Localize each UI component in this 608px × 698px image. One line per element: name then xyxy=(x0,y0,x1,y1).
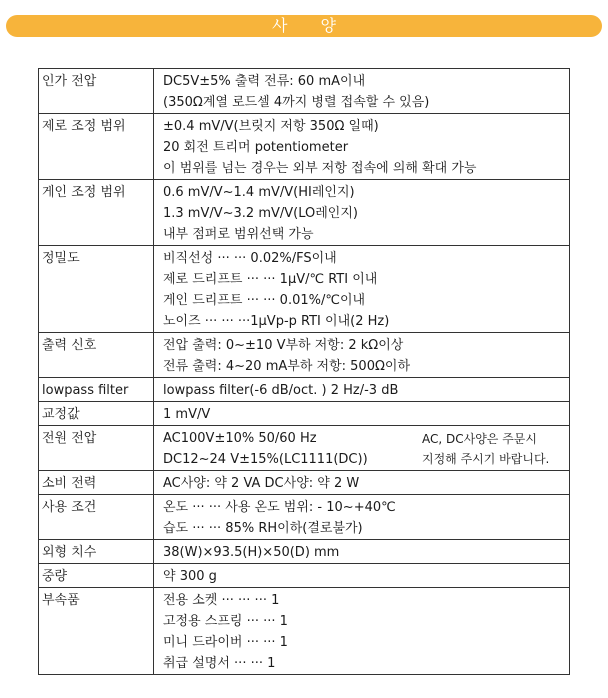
spec-value-line: 제로 드리프트 ··· ··· 1μV/℃ RTI 이내 xyxy=(163,272,378,287)
spec-value-line: lowpass filter(-6 dB/oct. ) 2 Hz/-3 dB xyxy=(163,383,399,398)
spec-table-body xyxy=(39,69,570,675)
spec-label: 게인 조정 범위 xyxy=(42,185,126,200)
spec-label: 교정값 xyxy=(42,407,80,422)
spec-label-cell xyxy=(39,114,154,180)
spec-value-line: AC100V±10% 50/60 Hz xyxy=(163,431,317,446)
spec-value-lines xyxy=(163,335,569,377)
spec-value-lines xyxy=(163,71,569,113)
spec-value-lines xyxy=(163,182,569,245)
spec-label-cell xyxy=(39,378,154,402)
spec-value-cell xyxy=(154,426,570,471)
spec-label-cell xyxy=(39,333,154,378)
spec-label-cell xyxy=(39,564,154,588)
spec-value-cell xyxy=(154,495,570,540)
spec-value-line: ±0.4 mV/V(브릿지 저항 350Ω 일때) xyxy=(163,119,379,134)
spec-value-cell xyxy=(154,402,570,426)
spec-value-line: DC5V±5% 출력 전류: 60 mA이내 xyxy=(163,74,366,89)
spec-value-line: 38(W)×93.5(H)×50(D) mm xyxy=(163,545,340,560)
spec-value-line: AC사양: 약 2 VA DC사양: 약 2 W xyxy=(163,476,360,491)
spec-label-cell xyxy=(39,426,154,471)
spec-value-line: 미니 드라이버 ··· ··· 1 xyxy=(163,635,288,650)
spec-value-line: 전압 출력: 0~±10 V부하 저항: 2 kΩ이상 xyxy=(163,338,404,353)
spec-value-cell xyxy=(154,471,570,495)
order-spec-note-line: 지정해 주시기 바랍니다. xyxy=(422,452,550,466)
spec-value-line: 1 mV/V xyxy=(163,407,211,422)
spec-row xyxy=(39,333,570,378)
spec-value-cell xyxy=(154,564,570,588)
order-spec-note-line: AC, DC사양은 주문시 xyxy=(422,432,537,446)
spec-label-cell xyxy=(39,471,154,495)
spec-value-cell xyxy=(154,588,570,675)
spec-value-lines xyxy=(163,497,569,539)
spec-value-line: 취급 설명서 ··· ··· 1 xyxy=(163,656,276,671)
spec-row xyxy=(39,378,570,402)
spec-value-cell xyxy=(154,378,570,402)
spec-label: 제로 조정 범위 xyxy=(42,119,126,134)
spec-row xyxy=(39,402,570,426)
spec-value-line: 전류 출력: 4~20 mA부하 저항: 500Ω이하 xyxy=(163,359,411,374)
spec-label-cell xyxy=(39,588,154,675)
spec-table xyxy=(38,68,570,675)
spec-row xyxy=(39,495,570,540)
spec-value-cell xyxy=(154,540,570,564)
spec-value-lines xyxy=(163,473,569,494)
spec-value-cell xyxy=(154,114,570,180)
spec-value-line: 비직선성 ··· ··· 0.02%/FS이내 xyxy=(163,251,337,266)
section-title: 사 양 xyxy=(272,16,350,35)
spec-value-line: 습도 ··· ··· 85% RH이하(결로불가) xyxy=(163,521,363,536)
spec-row xyxy=(39,426,570,471)
spec-label: 전원 전압 xyxy=(42,431,97,446)
spec-value-line: (350Ω계열 로드셀 4까지 병렬 접속할 수 있음) xyxy=(163,95,430,110)
spec-value-line: 노이즈 ··· ··· ···1μVp-p RTI 이내(2 Hz) xyxy=(163,314,390,329)
spec-value-line: 20 회전 트리머 potentiometer xyxy=(163,140,349,155)
spec-row xyxy=(39,246,570,333)
spec-value-cell xyxy=(154,180,570,246)
spec-value-line: 약 300 g xyxy=(163,569,217,584)
spec-label: 소비 전력 xyxy=(42,476,97,491)
spec-row xyxy=(39,180,570,246)
spec-value-lines xyxy=(163,116,569,179)
spec-label-cell xyxy=(39,402,154,426)
spec-value-lines xyxy=(163,380,569,401)
spec-value-lines xyxy=(163,248,569,332)
spec-value-cell xyxy=(154,69,570,114)
spec-label: lowpass filter xyxy=(42,383,129,398)
spec-label: 부속품 xyxy=(42,593,80,608)
spec-value-lines xyxy=(163,566,569,587)
spec-row xyxy=(39,69,570,114)
spec-value-lines xyxy=(163,428,569,470)
spec-value-line: 게인 드리프트 ··· ··· 0.01%/℃이내 xyxy=(163,293,366,308)
spec-label-cell xyxy=(39,246,154,333)
spec-value-cell xyxy=(154,333,570,378)
spec-label-cell xyxy=(39,180,154,246)
spec-value-lines xyxy=(163,404,569,425)
spec-label-cell xyxy=(39,495,154,540)
spec-value-line: 내부 점퍼로 범위선택 가능 xyxy=(163,227,314,242)
spec-row xyxy=(39,564,570,588)
spec-value-line: 이 범위를 넘는 경우는 외부 저항 접속에 의해 확대 가능 xyxy=(163,161,477,176)
spec-label-cell xyxy=(39,69,154,114)
spec-value-line: 전용 소켓 ··· ··· ··· 1 xyxy=(163,593,280,608)
spec-value-line: 1.3 mV/V~3.2 mV/V(LO레인지) xyxy=(163,206,358,221)
spec-label: 정밀도 xyxy=(42,251,80,266)
spec-value-cell xyxy=(154,246,570,333)
spec-row xyxy=(39,114,570,180)
section-title-banner xyxy=(6,15,602,37)
spec-value-line: 고정용 스프링 ··· ··· 1 xyxy=(163,614,288,629)
spec-label: 인가 전압 xyxy=(42,74,97,89)
spec-row xyxy=(39,540,570,564)
spec-label: 출력 신호 xyxy=(42,338,97,353)
spec-value-line: DC12~24 V±15%(LC1111(DC)) xyxy=(163,452,368,467)
spec-label-cell xyxy=(39,540,154,564)
spec-row xyxy=(39,588,570,675)
spec-label: 중량 xyxy=(42,569,68,584)
order-spec-note xyxy=(422,429,549,469)
spec-value-lines xyxy=(163,590,569,674)
spec-value-line: 온도 ··· ··· 사용 온도 범위: - 10~+40℃ xyxy=(163,500,396,515)
spec-value-line: 0.6 mV/V~1.4 mV/V(HI레인지) xyxy=(163,185,355,200)
spec-row xyxy=(39,471,570,495)
spec-label: 외형 치수 xyxy=(42,545,97,560)
spec-label: 사용 조건 xyxy=(42,500,97,515)
spec-value-lines xyxy=(163,542,569,563)
